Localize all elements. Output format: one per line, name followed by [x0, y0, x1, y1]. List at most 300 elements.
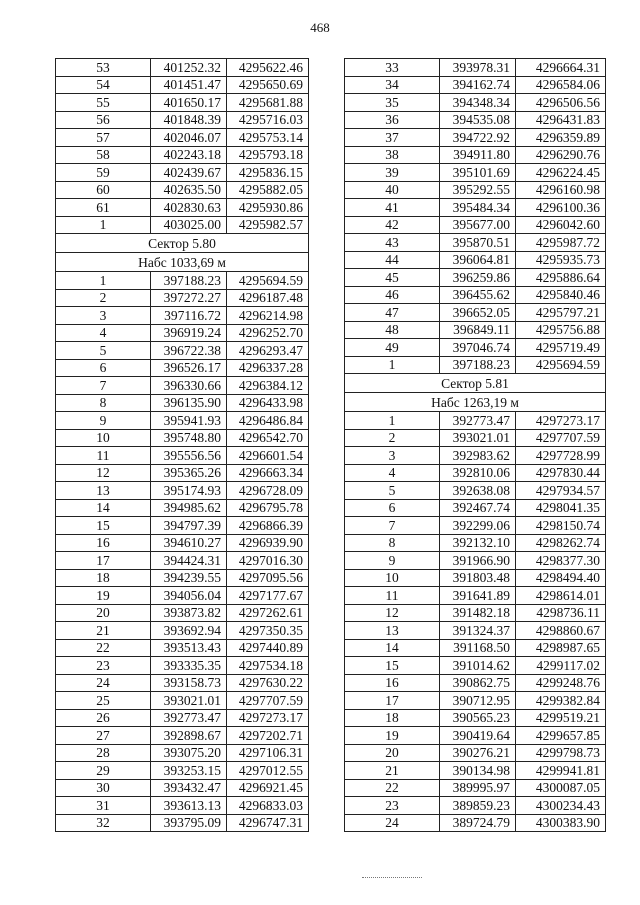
point-number-cell: 7	[345, 517, 440, 535]
y-coordinate-cell: 4295935.73	[516, 251, 606, 269]
y-coordinate-cell: 4296728.09	[227, 482, 309, 500]
coordinate-row	[345, 499, 606, 517]
coordinate-row	[345, 464, 606, 482]
coordinate-row	[345, 356, 606, 374]
coordinate-row	[345, 164, 606, 182]
y-coordinate-cell: 4299519.21	[516, 709, 606, 727]
y-coordinate-cell: 4295756.88	[516, 321, 606, 339]
y-coordinate-cell: 4297707.59	[516, 429, 606, 447]
x-coordinate-cell: 393335.35	[151, 657, 227, 675]
y-coordinate-cell: 4298041.35	[516, 499, 606, 517]
y-coordinate-cell: 4296833.03	[227, 797, 309, 815]
x-coordinate-cell: 394056.04	[151, 587, 227, 605]
coordinate-row	[345, 146, 606, 164]
coordinate-row	[345, 447, 606, 465]
point-number-cell: 22	[345, 779, 440, 797]
y-coordinate-cell: 4296042.60	[516, 216, 606, 234]
coordinate-row	[56, 622, 309, 640]
x-coordinate-cell: 392299.06	[440, 517, 516, 535]
x-coordinate-cell: 395365.26	[151, 464, 227, 482]
coordinate-row	[345, 269, 606, 287]
y-coordinate-cell: 4295622.46	[227, 59, 309, 77]
x-coordinate-cell: 390134.98	[440, 762, 516, 780]
coordinate-row	[345, 76, 606, 94]
point-number-cell: 8	[56, 394, 151, 412]
point-number-cell: 18	[345, 709, 440, 727]
point-number-cell: 44	[345, 251, 440, 269]
y-coordinate-cell: 4296939.90	[227, 534, 309, 552]
x-coordinate-cell: 396849.11	[440, 321, 516, 339]
x-coordinate-cell: 402046.07	[151, 129, 227, 147]
x-coordinate-cell: 389724.79	[440, 814, 516, 832]
point-number-cell: 3	[56, 307, 151, 325]
point-number-cell: 43	[345, 234, 440, 252]
coordinate-row	[56, 587, 309, 605]
coordinate-row	[56, 709, 309, 727]
point-number-cell: 49	[345, 339, 440, 357]
y-coordinate-cell: 4295694.59	[227, 272, 309, 290]
x-coordinate-cell: 394722.92	[440, 129, 516, 147]
point-number-cell: 39	[345, 164, 440, 182]
y-coordinate-cell: 4296601.54	[227, 447, 309, 465]
x-coordinate-cell: 393978.31	[440, 59, 516, 77]
y-coordinate-cell: 4297106.31	[227, 744, 309, 762]
x-coordinate-cell: 395870.51	[440, 234, 516, 252]
x-coordinate-cell: 392898.67	[151, 727, 227, 745]
coordinate-row	[345, 304, 606, 322]
y-coordinate-cell: 4297016.30	[227, 552, 309, 570]
coordinate-row	[345, 709, 606, 727]
y-coordinate-cell: 4297728.99	[516, 447, 606, 465]
coordinate-row	[56, 744, 309, 762]
point-number-cell: 57	[56, 129, 151, 147]
x-coordinate-cell: 396526.17	[151, 359, 227, 377]
x-coordinate-cell: 391641.89	[440, 587, 516, 605]
x-coordinate-cell: 393873.82	[151, 604, 227, 622]
point-number-cell: 1	[345, 356, 440, 374]
y-coordinate-cell: 4295987.72	[516, 234, 606, 252]
coordinate-row	[345, 674, 606, 692]
coordinate-row	[345, 797, 606, 815]
coordinate-row	[56, 324, 309, 342]
x-coordinate-cell: 392638.08	[440, 482, 516, 500]
point-number-cell: 55	[56, 94, 151, 112]
x-coordinate-cell: 395292.55	[440, 181, 516, 199]
point-number-cell: 31	[56, 797, 151, 815]
x-coordinate-cell: 401451.47	[151, 76, 227, 94]
coordinate-row	[56, 111, 309, 129]
coordinate-row	[345, 339, 606, 357]
coordinates-table-right	[344, 58, 606, 832]
y-coordinate-cell: 4296866.39	[227, 517, 309, 535]
point-number-cell: 21	[56, 622, 151, 640]
y-coordinate-cell: 4297534.18	[227, 657, 309, 675]
x-coordinate-cell: 395174.93	[151, 482, 227, 500]
x-coordinate-cell: 392467.74	[440, 499, 516, 517]
coordinate-row	[345, 59, 606, 77]
coordinate-row	[345, 482, 606, 500]
coordinate-row	[56, 464, 309, 482]
y-coordinate-cell: 4296100.36	[516, 199, 606, 217]
y-coordinate-cell: 4295836.15	[227, 164, 309, 182]
y-coordinate-cell: 4298987.65	[516, 639, 606, 657]
coordinate-row	[56, 639, 309, 657]
x-coordinate-cell: 397046.74	[440, 339, 516, 357]
point-number-cell: 60	[56, 181, 151, 199]
x-coordinate-cell: 393253.15	[151, 762, 227, 780]
x-coordinate-cell: 389995.97	[440, 779, 516, 797]
coordinate-row	[345, 692, 606, 710]
coordinate-row	[345, 779, 606, 797]
coordinate-row	[56, 307, 309, 325]
x-coordinate-cell: 397188.23	[151, 272, 227, 290]
y-coordinate-cell: 4296384.12	[227, 377, 309, 395]
point-number-cell: 11	[56, 447, 151, 465]
coordinate-row	[56, 604, 309, 622]
sector-header-row	[345, 393, 606, 412]
x-coordinate-cell: 401650.17	[151, 94, 227, 112]
x-coordinate-cell: 396064.81	[440, 251, 516, 269]
y-coordinate-cell: 4298150.74	[516, 517, 606, 535]
y-coordinate-cell: 4298494.40	[516, 569, 606, 587]
x-coordinate-cell: 397116.72	[151, 307, 227, 325]
coordinate-row	[345, 129, 606, 147]
point-number-cell: 28	[56, 744, 151, 762]
coordinate-row	[345, 762, 606, 780]
y-coordinate-cell: 4297273.17	[227, 709, 309, 727]
y-coordinate-cell: 4295650.69	[227, 76, 309, 94]
y-coordinate-cell: 4296214.98	[227, 307, 309, 325]
point-number-cell: 29	[56, 762, 151, 780]
point-number-cell: 38	[345, 146, 440, 164]
point-number-cell: 59	[56, 164, 151, 182]
y-coordinate-cell: 4295719.49	[516, 339, 606, 357]
y-coordinate-cell: 4296293.47	[227, 342, 309, 360]
point-number-cell: 24	[56, 674, 151, 692]
y-coordinate-cell: 4297934.57	[516, 482, 606, 500]
y-coordinate-cell: 4300383.90	[516, 814, 606, 832]
x-coordinate-cell: 403025.00	[151, 216, 227, 234]
coordinates-table-left	[55, 58, 309, 832]
y-coordinate-cell: 4297012.55	[227, 762, 309, 780]
coordinate-row	[345, 199, 606, 217]
y-coordinate-cell: 4296795.78	[227, 499, 309, 517]
sector-header: Сектор 5.80	[56, 234, 309, 253]
point-number-cell: 25	[56, 692, 151, 710]
x-coordinate-cell: 391168.50	[440, 639, 516, 657]
coordinate-row	[56, 129, 309, 147]
y-coordinate-cell: 4300087.05	[516, 779, 606, 797]
y-coordinate-cell: 4297630.22	[227, 674, 309, 692]
coordinate-row	[56, 797, 309, 815]
x-coordinate-cell: 394797.39	[151, 517, 227, 535]
sector-header: Сектор 5.81	[345, 374, 606, 393]
coordinate-row	[56, 657, 309, 675]
y-coordinate-cell: 4295797.21	[516, 304, 606, 322]
point-number-cell: 10	[345, 569, 440, 587]
x-coordinate-cell: 397188.23	[440, 356, 516, 374]
page-footer-mark	[362, 877, 422, 878]
y-coordinate-cell: 4300234.43	[516, 797, 606, 815]
x-coordinate-cell: 396135.90	[151, 394, 227, 412]
coordinate-row	[56, 394, 309, 412]
y-coordinate-cell: 4297202.71	[227, 727, 309, 745]
y-coordinate-cell: 4296506.56	[516, 94, 606, 112]
coordinate-row	[345, 429, 606, 447]
y-coordinate-cell: 4296663.34	[227, 464, 309, 482]
sector-header-row	[56, 234, 309, 253]
x-coordinate-cell: 392773.47	[151, 709, 227, 727]
coordinate-row	[56, 377, 309, 395]
point-number-cell: 10	[56, 429, 151, 447]
point-number-cell: 5	[56, 342, 151, 360]
coordinate-row	[345, 216, 606, 234]
coordinate-row	[345, 569, 606, 587]
x-coordinate-cell: 393021.01	[151, 692, 227, 710]
x-coordinate-cell: 392810.06	[440, 464, 516, 482]
y-coordinate-cell: 4296252.70	[227, 324, 309, 342]
y-coordinate-cell: 4296431.83	[516, 111, 606, 129]
coordinate-row	[56, 429, 309, 447]
coordinate-row	[345, 534, 606, 552]
y-coordinate-cell: 4296664.31	[516, 59, 606, 77]
x-coordinate-cell: 392773.47	[440, 412, 516, 430]
x-coordinate-cell: 393513.43	[151, 639, 227, 657]
point-number-cell: 20	[56, 604, 151, 622]
coordinate-row	[345, 321, 606, 339]
y-coordinate-cell: 4296542.70	[227, 429, 309, 447]
coordinate-row	[56, 164, 309, 182]
point-number-cell: 40	[345, 181, 440, 199]
coordinate-row	[56, 727, 309, 745]
y-coordinate-cell: 4295982.57	[227, 216, 309, 234]
y-coordinate-cell: 4296433.98	[227, 394, 309, 412]
coordinate-row	[345, 94, 606, 112]
y-coordinate-cell: 4296187.48	[227, 289, 309, 307]
x-coordinate-cell: 396919.24	[151, 324, 227, 342]
coordinate-row	[345, 251, 606, 269]
coordinate-row	[56, 674, 309, 692]
x-coordinate-cell: 396455.62	[440, 286, 516, 304]
point-number-cell: 35	[345, 94, 440, 112]
x-coordinate-cell: 395101.69	[440, 164, 516, 182]
y-coordinate-cell: 4295694.59	[516, 356, 606, 374]
point-number-cell: 16	[56, 534, 151, 552]
x-coordinate-cell: 391803.48	[440, 569, 516, 587]
x-coordinate-cell: 402830.63	[151, 199, 227, 217]
point-number-cell: 23	[56, 657, 151, 675]
coordinate-row	[56, 342, 309, 360]
coordinate-row	[56, 59, 309, 77]
coordinate-row	[345, 181, 606, 199]
coordinate-row	[345, 412, 606, 430]
coordinate-row	[56, 552, 309, 570]
x-coordinate-cell: 393692.94	[151, 622, 227, 640]
y-coordinate-cell: 4295840.46	[516, 286, 606, 304]
y-coordinate-cell: 4299248.76	[516, 674, 606, 692]
point-number-cell: 46	[345, 286, 440, 304]
y-coordinate-cell: 4299117.02	[516, 657, 606, 675]
y-coordinate-cell: 4299657.85	[516, 727, 606, 745]
y-coordinate-cell: 4299798.73	[516, 744, 606, 762]
x-coordinate-cell: 390712.95	[440, 692, 516, 710]
point-number-cell: 41	[345, 199, 440, 217]
y-coordinate-cell: 4295716.03	[227, 111, 309, 129]
x-coordinate-cell: 396330.66	[151, 377, 227, 395]
x-coordinate-cell: 396259.86	[440, 269, 516, 287]
point-number-cell: 54	[56, 76, 151, 94]
point-number-cell: 12	[345, 604, 440, 622]
point-number-cell: 13	[56, 482, 151, 500]
coordinate-row	[345, 657, 606, 675]
point-number-cell: 15	[345, 657, 440, 675]
x-coordinate-cell: 393795.09	[151, 814, 227, 832]
point-number-cell: 48	[345, 321, 440, 339]
coordinate-row	[56, 779, 309, 797]
point-number-cell: 3	[345, 447, 440, 465]
y-coordinate-cell: 4296160.98	[516, 181, 606, 199]
point-number-cell: 9	[345, 552, 440, 570]
point-number-cell: 7	[56, 377, 151, 395]
coordinate-row	[345, 517, 606, 535]
y-coordinate-cell: 4298377.30	[516, 552, 606, 570]
point-number-cell: 26	[56, 709, 151, 727]
x-coordinate-cell: 395748.80	[151, 429, 227, 447]
y-coordinate-cell: 4298614.01	[516, 587, 606, 605]
point-number-cell: 5	[345, 482, 440, 500]
coordinate-row	[56, 762, 309, 780]
coordinate-row	[56, 499, 309, 517]
y-coordinate-cell: 4296584.06	[516, 76, 606, 94]
coordinate-row	[56, 94, 309, 112]
coordinate-row	[56, 534, 309, 552]
y-coordinate-cell: 4296290.76	[516, 146, 606, 164]
x-coordinate-cell: 394424.31	[151, 552, 227, 570]
coordinate-row	[56, 517, 309, 535]
coordinate-row	[56, 359, 309, 377]
point-number-cell: 47	[345, 304, 440, 322]
point-number-cell: 23	[345, 797, 440, 815]
sector-header: Набс 1263,19 м	[345, 393, 606, 412]
coordinate-row	[345, 286, 606, 304]
coordinate-row	[345, 552, 606, 570]
y-coordinate-cell: 4295753.14	[227, 129, 309, 147]
point-number-cell: 20	[345, 744, 440, 762]
y-coordinate-cell: 4296921.45	[227, 779, 309, 797]
coordinate-row	[345, 814, 606, 832]
y-coordinate-cell: 4297350.35	[227, 622, 309, 640]
point-number-cell: 37	[345, 129, 440, 147]
point-number-cell: 34	[345, 76, 440, 94]
y-coordinate-cell: 4296224.45	[516, 164, 606, 182]
point-number-cell: 24	[345, 814, 440, 832]
x-coordinate-cell: 393158.73	[151, 674, 227, 692]
x-coordinate-cell: 390276.21	[440, 744, 516, 762]
point-number-cell: 1	[345, 412, 440, 430]
x-coordinate-cell: 396722.38	[151, 342, 227, 360]
x-coordinate-cell: 401252.32	[151, 59, 227, 77]
x-coordinate-cell: 394348.34	[440, 94, 516, 112]
coordinate-row	[345, 587, 606, 605]
point-number-cell: 45	[345, 269, 440, 287]
coordinate-row	[56, 272, 309, 290]
point-number-cell: 56	[56, 111, 151, 129]
point-number-cell: 19	[56, 587, 151, 605]
coordinate-row	[345, 111, 606, 129]
sector-header: Набс 1033,69 м	[56, 253, 309, 272]
point-number-cell: 14	[56, 499, 151, 517]
point-number-cell: 6	[345, 499, 440, 517]
x-coordinate-cell: 396652.05	[440, 304, 516, 322]
y-coordinate-cell: 4295930.86	[227, 199, 309, 217]
point-number-cell: 36	[345, 111, 440, 129]
point-number-cell: 1	[56, 272, 151, 290]
point-number-cell: 33	[345, 59, 440, 77]
x-coordinate-cell: 393075.20	[151, 744, 227, 762]
point-number-cell: 18	[56, 569, 151, 587]
x-coordinate-cell: 391482.18	[440, 604, 516, 622]
x-coordinate-cell: 395556.56	[151, 447, 227, 465]
point-number-cell: 14	[345, 639, 440, 657]
y-coordinate-cell: 4298736.11	[516, 604, 606, 622]
point-number-cell: 15	[56, 517, 151, 535]
point-number-cell: 22	[56, 639, 151, 657]
page-number: 468	[310, 20, 330, 35]
point-number-cell: 30	[56, 779, 151, 797]
coordinate-row	[56, 199, 309, 217]
point-number-cell: 17	[345, 692, 440, 710]
y-coordinate-cell: 4295681.88	[227, 94, 309, 112]
point-number-cell: 58	[56, 146, 151, 164]
point-number-cell: 9	[56, 412, 151, 430]
x-coordinate-cell: 394239.55	[151, 569, 227, 587]
x-coordinate-cell: 392132.10	[440, 534, 516, 552]
y-coordinate-cell: 4297440.89	[227, 639, 309, 657]
point-number-cell: 4	[56, 324, 151, 342]
point-number-cell: 11	[345, 587, 440, 605]
coordinate-row	[345, 234, 606, 252]
point-number-cell: 4	[345, 464, 440, 482]
point-number-cell: 12	[56, 464, 151, 482]
point-number-cell: 19	[345, 727, 440, 745]
y-coordinate-cell: 4296747.31	[227, 814, 309, 832]
coordinate-row	[56, 146, 309, 164]
x-coordinate-cell: 394535.08	[440, 111, 516, 129]
x-coordinate-cell: 391324.37	[440, 622, 516, 640]
y-coordinate-cell: 4297830.44	[516, 464, 606, 482]
x-coordinate-cell: 394985.62	[151, 499, 227, 517]
point-number-cell: 1	[56, 216, 151, 234]
y-coordinate-cell: 4295886.64	[516, 269, 606, 287]
y-coordinate-cell: 4296486.84	[227, 412, 309, 430]
coordinate-row	[56, 447, 309, 465]
x-coordinate-cell: 390565.23	[440, 709, 516, 727]
y-coordinate-cell: 4298860.67	[516, 622, 606, 640]
y-coordinate-cell: 4299382.84	[516, 692, 606, 710]
x-coordinate-cell: 402635.50	[151, 181, 227, 199]
coordinate-row	[56, 216, 309, 234]
coordinate-row	[56, 569, 309, 587]
point-number-cell: 2	[345, 429, 440, 447]
coordinate-row	[345, 744, 606, 762]
x-coordinate-cell: 394610.27	[151, 534, 227, 552]
coordinate-row	[56, 412, 309, 430]
y-coordinate-cell: 4295882.05	[227, 181, 309, 199]
x-coordinate-cell: 393613.13	[151, 797, 227, 815]
coordinate-row	[56, 76, 309, 94]
x-coordinate-cell: 394162.74	[440, 76, 516, 94]
point-number-cell: 13	[345, 622, 440, 640]
